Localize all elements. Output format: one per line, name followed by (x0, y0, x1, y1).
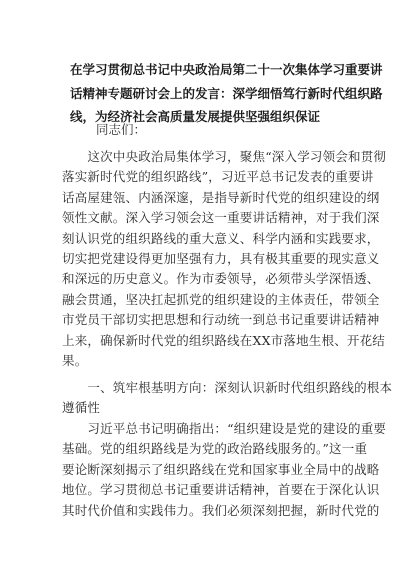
text-line: 和深远的历史意义。作为市委领导，必须带头学深悟透、 (62, 271, 380, 287)
text-line: 话高屋建瓴、内涵深邃，是指导新时代党的组织建设的纲 (62, 189, 380, 205)
section-heading-1 (62, 378, 393, 419)
text-line: 上来，确保新时代党的组织路线在XX市落地生根、开花结 (62, 332, 385, 348)
title-line: 话精神专题研讨会上的发言：深学细悟笃行新时代组织路 (70, 85, 383, 101)
text-line: 果。 (62, 353, 88, 369)
text-line: 刻认识党的组织路线的重大意义、科学内涵和实践要求， (62, 230, 380, 246)
text-line: 基础。党的组织路线是为党的政治路线服务的。”这一重 (62, 441, 368, 457)
text-line: 其时代价值和实践伟力。我们必须深刻把握，新时代党的 (62, 502, 380, 518)
document-title (70, 58, 383, 129)
title-line: 线，为经济社会高质量发展提供坚强组织保证 (70, 109, 321, 124)
title-line: 在学习贯彻总书记中央政治局第二十一次集体学习重要讲 (70, 62, 383, 77)
text-line: 要论断深刻揭示了组织路线在党和国家事业全局中的战略 (62, 461, 380, 477)
paragraph-intro (62, 147, 387, 371)
text-line: 市党员干部切实把思想和行动统一到总书记重要讲话精神 (62, 312, 380, 328)
text-line: 领性文献。深入学习领会这一重要讲话精神，对于我们深 (62, 210, 380, 226)
text-line: 遵循性 (62, 400, 101, 416)
text-line: 这次中央政治局集体学习，聚焦“深入学习领会和贯彻 (62, 149, 387, 164)
text-line: 地位。学习贯彻总书记重要讲话精神，首要在于深化认识 (62, 482, 380, 498)
paragraph-section-1 (62, 419, 387, 521)
text-line: 切实把党建设得更加坚强有力，具有极其重要的现实意义 (62, 251, 380, 267)
salutation: 同志们： (96, 122, 147, 137)
text-line: 习近平总书记明确指出：“组织建设是党的建设的重要 (62, 421, 387, 436)
text-line: 融会贯通，坚决扛起抓党的组织建设的主体责任，带领全 (62, 291, 380, 307)
text-line: 落实新时代党的组织路线”，习近平总书记发表的重要讲 (62, 169, 374, 185)
text-line: 一、筑牢根基明方向：深刻认识新时代组织路线的根本 (62, 380, 393, 395)
